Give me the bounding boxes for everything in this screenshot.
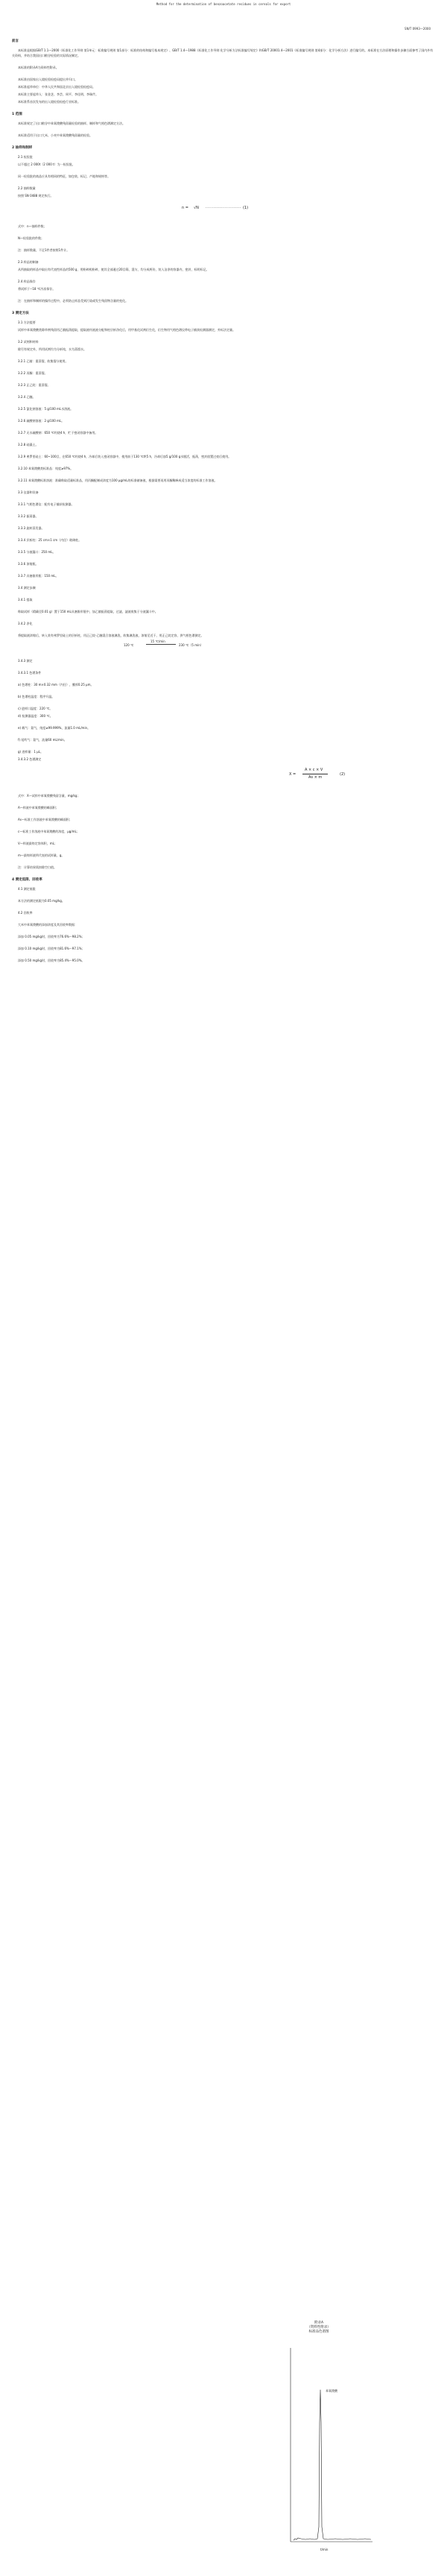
section-para: 3.2.6 硫酸钠溶液：2 g/100 mL。 [18,419,65,423]
annex-type: （资料性附录） [307,2326,331,2329]
section-para: 以不超过 2 000t（2 000 t）为一检验批。 [18,162,75,166]
equation-where: c—标准工作溶液中苯氧羧酸的浓度，μg/mL； [18,830,80,833]
section-para: 3.2.2 丙酮：重蒸馏。 [18,371,48,375]
chromatogram-trace [294,2390,371,2540]
equation-where: m—最终样液所代表的试样量，g。 [18,853,65,857]
equation-1-rhs: √N [194,206,199,210]
section-para: 3.2.7 无水硫酸钠：650 ℃灼烧4 h，贮于密闭容器中备用。 [18,431,98,435]
equation-1-lhs: n = [182,206,188,210]
section-para: 3.2.3 正己烷：重蒸馏。 [18,383,51,387]
section-para: 3.2.1 乙腈：重蒸馏，收集馏分使用。 [18,359,69,363]
section-para: 3.2.9 弗罗里硅土：60~100目，在650 ℃灼烧4 h，冷却后装入密闭容器中，使用前于130 ℃烘5 h，冷却后加5 g/100 g水脱活，振荡，密封放置过夜后使用。 [18,455,232,458]
sampling-note: 注：在抽样和制样的操作过程中，必须防止样品受到污染或发生残留物含量的变化。 [18,299,128,303]
annex-label: 附录A [314,2321,324,2325]
section-heading: 3 测定方法 [12,312,29,315]
section-para: 2.3 样品的制备 [18,260,39,264]
section-para: 3.1 方法提要 [18,321,36,324]
section-para: 将提取液浓缩后，转入装有弗罗里硅土的层析柱，用正己烷-乙醚混合溶液淋洗，收集淋洗液，浓缩至近干，用正己烷定容，供气相色谱测定。 [18,634,204,637]
section-para: 3.2 试剂和材料 [18,340,39,344]
equation-2-number: (2) [340,772,346,777]
equation-2-denominator: As × m [308,775,323,780]
section-para: 按照 SN 0488 规定执行。 [18,194,54,198]
section-heading: 4 测定低限、回收率 [12,878,42,882]
equation-1 [12,201,434,218]
equation-where: As—标准工作溶液中苯氧羧酸的峰面积； [18,818,72,821]
section-para: 3.2.10 苯氧羧酸类标准品：纯度≥97%。 [18,467,74,470]
equation-1-dots: ······················· [206,206,242,210]
section-para: 3.3.7 具塞锥形瓶：150 mL。 [18,574,59,578]
figure-title: 标准品色谱图 [308,2330,329,2334]
section-para: 2.1 检验批 [18,155,33,159]
chromatogram-figure [276,2318,380,2554]
sampling-para: 从所抽取的样品中取出有代表性样品约500 g，用粉碎机粉碎，使其全部通过20目筛，混匀，均分成两份，装入洁净的容器内，密封，标明标记。 [18,268,209,271]
section-para: a) 色谱柱：30 m×0.32 mm（内径），膜厚0.25 μm。 [18,683,94,686]
section-para: 3.2.11 苯氧羧酸标准溶液：准确称取适量标准品，用丙酮配制成浓度为100 μg/mL的标准储备液，根据需要再用丙酮稀释成适当浓度的标准工作溶液。 [18,479,218,482]
equation-where: 式中：n—抽样件数； [18,224,47,228]
foreword-heading: 前言 [12,40,19,43]
section-para: 添加 0.10 mg/kg时，回收率为81.6%～97.1%； [18,947,85,950]
equation-note: 注：抽样数量，不足1件者按照1件计。 [18,248,70,252]
section-para: 3.4.3 测定 [18,659,33,663]
program-temperature [12,641,434,651]
section-para: d) 检测器温度：300 ℃。 [18,714,53,718]
section-heading: 2 抽样和制样 [12,146,33,150]
foreword-para: 本标准的附录A为资料性附录。 [18,66,59,69]
section-para: 3.3 仪器和设备 [18,490,39,494]
sampling-para: 将试样于−18 ℃冷冻保存。 [18,287,56,291]
section-para: 称取试样（精确至0.01 g）置于150 mL具塞锥形瓶中，加乙腈振荡提取，过滤，滤液收集于分液漏斗中。 [18,610,158,613]
document-body [12,39,434,965]
equation-where: A—样液中苯氧羧酸的峰面积； [18,806,59,809]
section-para: 本标准适用于出口大米、小麦中苯氧羧酸残留量的检验。 [18,133,92,137]
section-para: 3.2.5 氯化钠溶液：5 g/100 mL水溶液。 [18,407,74,411]
peak-label: 苯氧羧酸 [326,2389,337,2393]
section-para: 3.3.5 分液漏斗：250 mL。 [18,550,56,554]
section-para: 3.3.2 振荡器。 [18,514,39,518]
standard-number: SN/T 0993—2000 [405,27,431,31]
section-para: 3.3.3 旋转蒸发器。 [18,526,45,530]
equation-1-number: (1) [243,206,249,210]
equation-2-numerator: A × c × V [305,768,323,772]
foreword-para: 本标准是根据GB/T 1.1—2000《标准化工作导则 第1单元：标准编写规则 第1部分：标准的结构和编写基本规定》、GB/T 1.4—1988《标准化工作导则 化学分析方法标准编写规定》和GB/T 20001.4—2001《标准编写规则 第4部分：化学分析方法》进行编写的。本标准在方法原理和操作步骤方面参考了国内外有关资料，并结合我国出口粮谷检验的实际情况制定。 [12,48,434,57]
equation-2-lhs: X = [289,772,297,777]
section-para: 本方法的测定低限为0.05 mg/kg。 [18,899,65,903]
equation-2 [12,766,434,786]
section-para: 3.3.1 气相色谱仪：配有电子捕获检测器。 [18,502,74,506]
section-para: 3.2.8 硅藻土。 [18,443,39,446]
section-para: 3.4.1 提取 [18,598,33,602]
section-para: f) 尾吹气：氮气，流量60 mL/min。 [18,738,67,742]
section-para: 添加 0.05 mg/kg时，回收率为76.6%～98.2%； [18,935,85,938]
section-heading: 1 范围 [12,113,22,116]
section-para: 2.2 抽样数量 [18,186,36,190]
section-para: 4.1 测定低限 [18,887,36,891]
equation-where: 式中：X—试样中苯氧羧酸残留含量，mg/kg； [18,794,80,798]
time-axis-label: t/min [320,2548,329,2551]
section-para: 4.2 回收率 [18,911,33,915]
section-para: 3.4.2 净化 [18,622,33,625]
section-para: 3.2.4 乙醚。 [18,395,36,399]
section-para: c) 进样口温度：220 ℃。 [18,707,53,710]
equation-where: N—检验批的件数； [18,236,44,240]
prog-temp-end: 230 ℃（5 min） [179,643,203,647]
equation-where: V—样液最终定容体积，mL； [18,842,57,845]
prog-temp-rate: 15 ℃/min [150,640,165,643]
section-para: 试样中苯氧羧酸类除草剂残留用乙腈振荡提取，提取液经液液分配和柱层析净化后，用甲基化试剂衍生化，衍生物用气相色谱仪带电子捕获检测器测定，外标法定量。 [18,328,235,332]
sampling-para: 2.4 样品保存 [18,280,36,283]
section-para: e) 载气：氮气，纯度≥99.999%，流量1.0 mL/min。 [18,726,91,730]
section-para: 除另有规定外，所用试剂均为分析纯，水为蒸馏水。 [18,347,86,351]
foreword-para: 本标准系首次发布的出入境检验检疫行业标准。 [18,100,80,104]
section-para: 大米中苯氧羧酸的添加浓度及其回收率数据： [18,923,77,926]
running-head: Method for the determination of benzoacetate residues in cereals for export [156,2,291,6]
section-para: 同一检验批的商品应具有相同的特征，如包装、标记、产地和规格等。 [18,174,110,178]
section-para: 3.3.4 层析柱：25 cm×1 cm（内径）玻璃柱。 [18,538,82,542]
equation-note: 注：计算结果需扣除空白值。 [18,865,57,869]
foreword-para: 本标准主要起草人：张金芝、李芸、周平、李佳明、李瑞芹。 [18,92,98,96]
section-para: 添加 0.50 mg/kg时，回收率为85.4%～95.0%。 [18,959,85,962]
section-para: 3.3.6 浓缩瓶。 [18,562,39,566]
prog-temp-start: 120 ℃ [124,643,134,647]
foreword-para: 本标准起草单位：中华人民共和国北京出入境检验检疫局。 [18,85,95,89]
section-para: b) 色谱柱温度：程序升温。 [18,695,55,698]
prog-temp-arrow [146,644,176,645]
section-para: g) 进样量：1 μL。 [18,750,43,754]
section-para: 本标准规定了出口粮谷中苯氧羧酸残留量检验的抽样、制样和气相色谱测定方法。 [18,121,125,125]
foreword-para: 本标准由国家出入境检验检疫局提出并归口。 [18,78,77,81]
section-para: 3.4.3.2 色谱测定 [18,757,42,761]
section-para: 3.4.3.1 色谱条件 [18,671,42,675]
section-para: 3.4 测定步骤 [18,586,36,590]
